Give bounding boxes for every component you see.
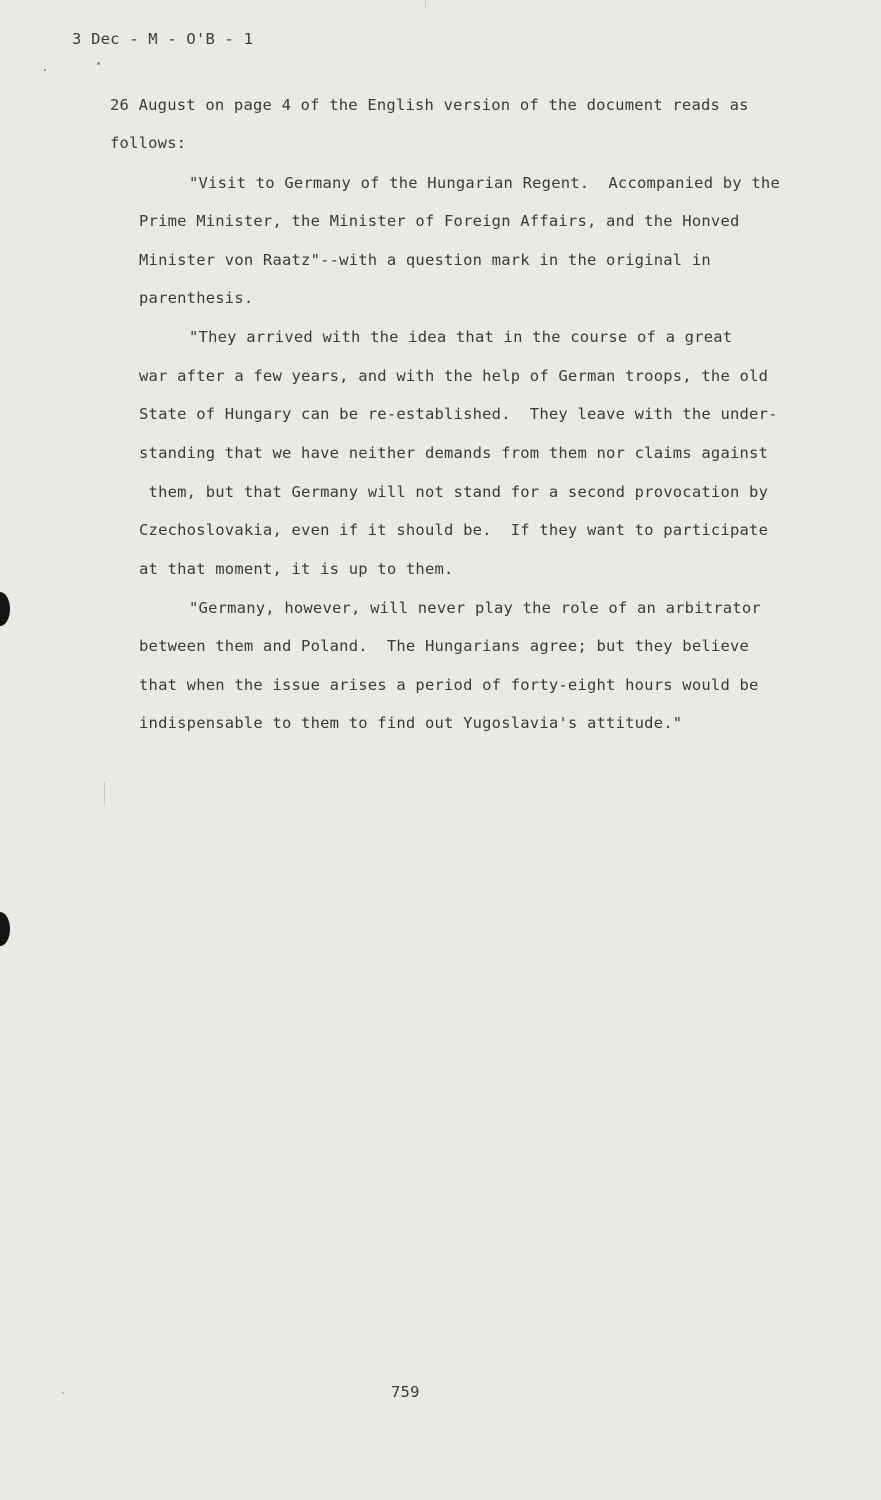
paper-mark (425, 0, 426, 8)
binder-hole-top (0, 592, 10, 626)
quote-line: parenthesis. (139, 289, 254, 307)
page-number: 759 (391, 1383, 420, 1401)
quote-line: between them and Poland. The Hungarians agree; but they believe (139, 637, 750, 655)
quote-line: "Germany, however, will never play the role of an arbitrator (189, 599, 761, 617)
binder-hole-bottom (0, 912, 10, 946)
paper-mark (104, 782, 105, 804)
paper-speck (97, 62, 100, 65)
quote-line: war after a few years, and with the help of German troops, the old (139, 367, 769, 385)
quote-line: indispensable to them to find out Yugoslavia's attitude." (139, 714, 683, 732)
quote-line: them, but that Germany will not stand for a second provocation by (139, 483, 769, 501)
document-reference: 3 Dec - M - O'B - 1 (72, 30, 254, 48)
paper-speck (62, 1392, 64, 1394)
quote-line: "They arrived with the idea that in the course of a great (189, 328, 733, 346)
quote-line: that when the issue arises a period of forty-eight hours would be (139, 676, 759, 694)
quote-line: at that moment, it is up to them. (139, 560, 454, 578)
paper-speck (44, 69, 46, 71)
quote-line: standing that we have neither demands from them nor claims against (139, 444, 769, 462)
quote-line: Minister von Raatz"--with a question mark in the original in (139, 251, 711, 269)
quote-line: "Visit to Germany of the Hungarian Regent. Accompanied by the (189, 174, 780, 192)
intro-line: follows: (110, 134, 187, 152)
quote-line: Prime Minister, the Minister of Foreign Affairs, and the Honved (139, 212, 740, 230)
quote-line: State of Hungary can be re-established. They leave with the under- (139, 405, 778, 423)
intro-line: 26 August on page 4 of the English version of the document reads as (110, 96, 749, 114)
quote-line: Czechoslovakia, even if it should be. If they want to participate (139, 521, 769, 539)
